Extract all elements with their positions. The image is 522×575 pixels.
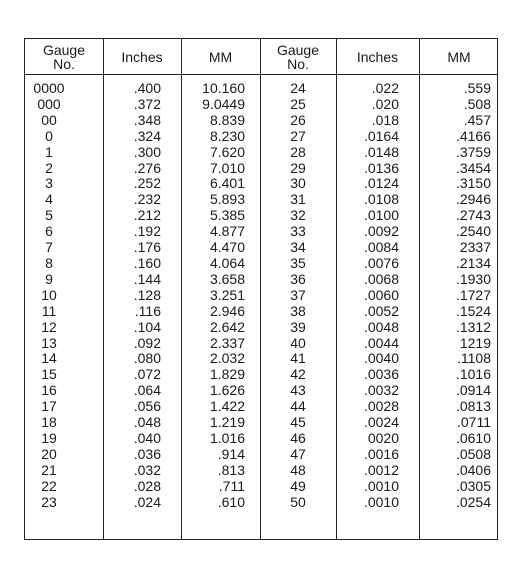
- inches-cell: .028: [133, 477, 161, 494]
- gauge-cell: 14: [41, 350, 57, 367]
- inches-cell: .0040: [363, 350, 399, 367]
- header-gauge-no-2: [260, 39, 336, 74]
- inches-cell: .0164: [363, 127, 399, 144]
- mm-cell: 1.422: [209, 398, 245, 415]
- inches-cell: .0036: [363, 366, 399, 383]
- inches-cell: .144: [133, 270, 161, 287]
- gauge-cell: 41: [290, 350, 306, 367]
- header-no-label: No.: [287, 55, 309, 72]
- mm-cell: .3454: [455, 159, 491, 176]
- gauge-cell: 50: [290, 493, 306, 510]
- inches-cell: .032: [133, 461, 161, 478]
- inches-cell: .0148: [363, 143, 399, 160]
- inches-cell: .0024: [363, 414, 399, 431]
- gauge-cell: 6: [45, 223, 53, 240]
- inches-cell: .0010: [363, 493, 399, 510]
- gauge-cell: 16: [41, 382, 57, 399]
- gauge-cell: 00: [41, 111, 57, 128]
- gauge-cell: 38: [290, 302, 306, 319]
- gauge-cell: 8: [45, 254, 53, 271]
- mm-cell: 1.016: [209, 429, 245, 446]
- inches-cell: .080: [133, 350, 161, 367]
- gauge-cell: 27: [290, 127, 306, 144]
- gauge-cell: 39: [290, 318, 306, 335]
- gauge-cell: 24: [290, 80, 306, 96]
- gauge-cell: 33: [290, 223, 306, 240]
- left-inches-column: [103, 81, 161, 510]
- inches-cell: .0052: [363, 302, 399, 319]
- gauge-cell: 35: [290, 254, 306, 271]
- mm-cell: .1108: [457, 350, 491, 367]
- inches-cell: .0048: [363, 318, 399, 335]
- gauge-cell: 29: [290, 159, 306, 176]
- inches-cell: .0010: [363, 477, 399, 494]
- mm-cell: 2337: [459, 239, 491, 256]
- inches-cell: .0076: [363, 254, 399, 271]
- gauge-conversion-table: [24, 38, 498, 540]
- inches-cell: .020: [371, 95, 399, 112]
- gauge-cell: 18: [41, 414, 57, 431]
- mm-cell: .0406: [455, 461, 491, 478]
- gauge-cell: 22: [41, 477, 57, 494]
- gauge-cell: 1: [45, 143, 53, 160]
- inches-cell: .0044: [363, 334, 399, 351]
- inches-cell: .252: [133, 175, 161, 192]
- gauge-cell: 2: [45, 159, 53, 176]
- gauge-cell: 34: [290, 239, 306, 256]
- gauge-cell: 0: [45, 127, 53, 144]
- inches-cell: .212: [133, 207, 161, 224]
- mm-cell: .1016: [455, 366, 491, 383]
- inches-cell: .022: [371, 80, 399, 96]
- mm-cell: .711: [218, 477, 245, 494]
- gauge-cell: 36: [290, 270, 306, 287]
- header-inches: [103, 39, 181, 74]
- mm-cell: 1.626: [209, 382, 245, 399]
- mm-cell: .0254: [455, 493, 491, 510]
- gauge-cell: 45: [290, 414, 306, 431]
- header-no-label: No.: [53, 55, 75, 72]
- gauge-cell: 42: [290, 366, 306, 383]
- header-mm-2: [419, 39, 499, 74]
- inches-cell: .072: [133, 366, 161, 383]
- inches-cell: .0060: [363, 286, 399, 303]
- inches-cell: .128: [133, 286, 161, 303]
- mm-cell: .0508: [455, 445, 491, 462]
- gauge-cell: 10: [41, 286, 57, 303]
- mm-cell: .2540: [455, 223, 491, 240]
- mm-cell: 4.470: [209, 239, 245, 256]
- header-mm-label: MM: [208, 48, 233, 65]
- gauge-cell: 0000: [33, 80, 65, 96]
- gauge-cell: 13: [41, 334, 57, 351]
- mm-cell: 5.385: [209, 207, 245, 224]
- gauge-cell: 25: [290, 95, 306, 112]
- mm-cell: .2743: [455, 207, 491, 224]
- gauge-cell: 31: [290, 191, 306, 208]
- mm-cell: 7.010: [209, 159, 245, 176]
- inches-cell: .0108: [363, 191, 399, 208]
- inches-cell: .092: [133, 334, 161, 351]
- inches-cell: .300: [133, 143, 161, 160]
- left-gauge-column: [25, 81, 73, 510]
- gauge-cell: 48: [290, 461, 306, 478]
- header-mm-label: MM: [447, 48, 471, 65]
- mm-cell: 1.829: [209, 366, 245, 383]
- mm-cell: 5.893: [209, 191, 245, 208]
- inches-cell: .348: [133, 111, 161, 128]
- mm-cell: 6.401: [209, 175, 245, 192]
- gauge-cell: 15: [41, 366, 57, 383]
- mm-cell: .1312: [455, 318, 491, 335]
- inches-cell: .0032: [363, 382, 399, 399]
- mm-cell: .914: [217, 445, 245, 462]
- inches-cell: .024: [133, 493, 161, 510]
- gauge-cell: 46: [290, 429, 306, 446]
- mm-cell: .3759: [455, 143, 491, 160]
- right-gauge-column: [260, 81, 336, 510]
- inches-cell: .324: [133, 127, 161, 144]
- gauge-cell: 20: [41, 445, 57, 462]
- mm-cell: 2.946: [209, 302, 245, 319]
- gauge-cell: 40: [290, 334, 306, 351]
- inches-cell: 0020: [367, 429, 399, 446]
- gauge-cell: 44: [290, 398, 306, 415]
- mm-cell: 8.230: [209, 127, 245, 144]
- inches-cell: .0016: [363, 445, 399, 462]
- inches-cell: .018: [371, 111, 399, 128]
- inches-cell: .116: [134, 302, 161, 319]
- inches-cell: .276: [133, 159, 161, 176]
- gauge-cell: 30: [290, 175, 306, 192]
- gauge-cell: 32: [290, 207, 306, 224]
- gauge-cell: 4: [45, 191, 53, 208]
- gauge-cell: 12: [41, 318, 57, 335]
- inches-cell: .040: [133, 429, 161, 446]
- mm-cell: .559: [463, 80, 491, 96]
- inches-cell: .160: [133, 254, 161, 271]
- mm-cell: 9.0449: [202, 95, 245, 112]
- inches-cell: .056: [133, 398, 161, 415]
- right-mm-column: [419, 81, 491, 510]
- gauge-cell: 11: [41, 302, 57, 319]
- gauge-cell: 21: [41, 461, 57, 478]
- mm-cell: .3150: [455, 175, 491, 192]
- mm-cell: 2.642: [209, 318, 245, 335]
- inches-cell: .372: [133, 95, 161, 112]
- gauge-cell: 9: [45, 270, 53, 287]
- inches-cell: .0092: [363, 223, 399, 240]
- gauge-cell: 000: [37, 95, 61, 112]
- mm-cell: 3.251: [209, 286, 245, 303]
- gauge-cell: 26: [290, 111, 306, 128]
- gauge-cell: 5: [45, 207, 53, 224]
- header-gauge-label: Gauge: [42, 41, 86, 58]
- mm-cell: .4166: [455, 127, 491, 144]
- mm-cell: .813: [217, 461, 245, 478]
- gauge-cell: 23: [41, 493, 57, 510]
- mm-cell: 2.337: [209, 334, 245, 351]
- mm-cell: 2.032: [209, 350, 245, 367]
- inches-cell: .0136: [363, 159, 399, 176]
- gauge-cell: 49: [290, 477, 306, 494]
- mm-cell: 8.839: [209, 111, 245, 128]
- left-mm-column: [181, 81, 245, 510]
- inches-cell: .232: [133, 191, 161, 208]
- mm-cell: 1219: [459, 334, 491, 351]
- gauge-cell: 28: [290, 143, 306, 160]
- mm-cell: .2946: [455, 191, 491, 208]
- gauge-cell: 19: [41, 429, 57, 446]
- mm-cell: 1.219: [209, 414, 245, 431]
- mm-cell: .0711: [457, 414, 491, 431]
- mm-cell: 4.064: [209, 254, 245, 271]
- mm-cell: .0305: [455, 477, 491, 494]
- inches-cell: .400: [133, 80, 161, 96]
- gauge-cell: 17: [41, 398, 57, 415]
- header-inches-2: [336, 39, 419, 74]
- header-divider: [25, 74, 497, 75]
- mm-cell: .1930: [455, 270, 491, 287]
- header-inches-label: Inches: [121, 48, 163, 65]
- mm-cell: 7.620: [209, 143, 245, 160]
- mm-cell: .2134: [455, 254, 491, 271]
- mm-cell: 10.160: [202, 80, 245, 96]
- inches-cell: .0084: [363, 239, 399, 256]
- mm-cell: .1727: [455, 286, 491, 303]
- inches-cell: .064: [133, 382, 161, 399]
- right-inches-column: [336, 81, 399, 510]
- mm-cell: .0813: [455, 398, 491, 415]
- inches-cell: .048: [133, 414, 161, 431]
- header-mm: [181, 39, 260, 74]
- header-gauge-no: [25, 39, 103, 74]
- inches-cell: .0068: [363, 270, 399, 287]
- mm-cell: 4.877: [209, 223, 245, 240]
- mm-cell: .457: [463, 111, 491, 128]
- mm-cell: .1524: [455, 302, 491, 319]
- gauge-cell: 43: [290, 382, 306, 399]
- inches-cell: .104: [133, 318, 161, 335]
- inches-cell: .0124: [363, 175, 399, 192]
- mm-cell: .610: [217, 493, 245, 510]
- header-gauge-label: Gauge: [276, 41, 320, 58]
- gauge-cell: 7: [45, 239, 53, 256]
- mm-cell: 3.658: [209, 270, 245, 287]
- gauge-cell: 3: [45, 175, 53, 192]
- header-inches-label: Inches: [356, 48, 399, 65]
- inches-cell: .036: [133, 445, 161, 462]
- inches-cell: .0100: [363, 207, 399, 224]
- mm-cell: .508: [463, 95, 491, 112]
- gauge-cell: 47: [290, 445, 306, 462]
- mm-cell: .0914: [455, 382, 491, 399]
- inches-cell: .0028: [363, 398, 399, 415]
- mm-cell: .0610: [455, 429, 491, 446]
- inches-cell: .192: [133, 223, 161, 240]
- inches-cell: .0012: [363, 461, 399, 478]
- inches-cell: .176: [133, 239, 161, 256]
- gauge-cell: 37: [290, 286, 306, 303]
